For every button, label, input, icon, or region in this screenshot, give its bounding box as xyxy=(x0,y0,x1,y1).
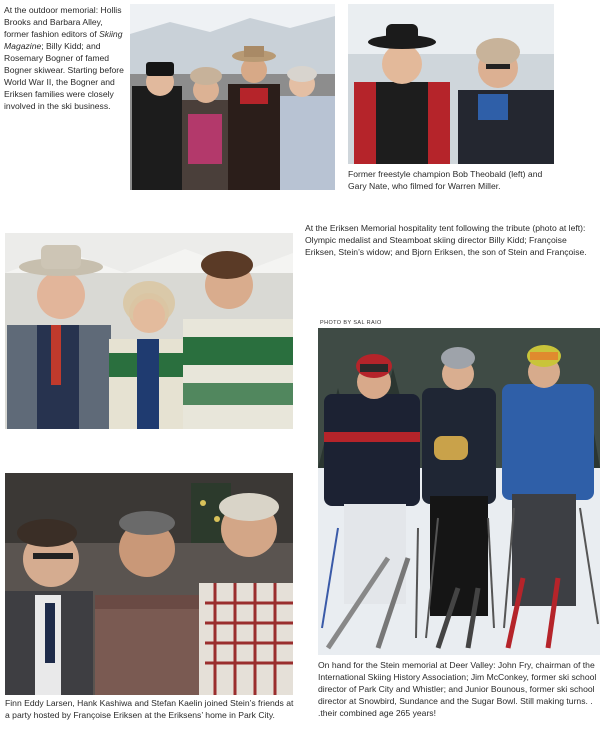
caption-kidd-and-eriksens: At the Eriksen Memorial hospitality tent following the tribute (photo at left): Olympic medalist and Steamboat skiing director Billy Kidd; Françoise Eriksen, Stein’s widow; and Bjorn Eriksen, the son of Stein and Françoise. xyxy=(305,223,587,257)
caption-deer-valley: On hand for the Stein memorial at Deer Valley: John Fry, chairman of the International Skiing History Association; Jim McConkey, former ski school director of Park City and Whistler; and Junior Bounous, former ski school director at Snowbird, Sundance and the Sugar Bowl. Still making turns. . .their combined age 265 years! xyxy=(318,660,597,718)
caption-outdoor-memorial: At the outdoor memorial: Hollis Brooks and Barbara Alley, former fashion editors of Skiing Magazine; Billy Kidd; and Rosemary Bogner of famed Bogner skiwear. Starting before World War II, the Bogner and Eriksen families were closely involved in the ski business. xyxy=(4,5,124,111)
photo-larsen-kashiwa-kaelin xyxy=(5,473,293,695)
photo-fry-mcconkey-bounous xyxy=(318,328,600,655)
photo-outdoor-memorial-group xyxy=(130,4,335,190)
caption-theobald-and-nate: Former freestyle champion Bob Theobald (left) and Gary Nate, who filmed for Warren Miller. xyxy=(348,169,543,191)
photo-theobald-and-nate xyxy=(348,4,554,164)
photo-credit: PHOTO BY SAL RAIO xyxy=(320,320,382,326)
photo-kidd-and-eriksens xyxy=(5,233,293,429)
magazine-title: Skiing Magazine xyxy=(4,29,123,51)
caption-party-park-city: Finn Eddy Larsen, Hank Kashiwa and Stefan Kaelin joined Stein’s friends at a party hosted by Françoise Eriksen at the Eriksens’ home in Park City. xyxy=(5,698,294,720)
